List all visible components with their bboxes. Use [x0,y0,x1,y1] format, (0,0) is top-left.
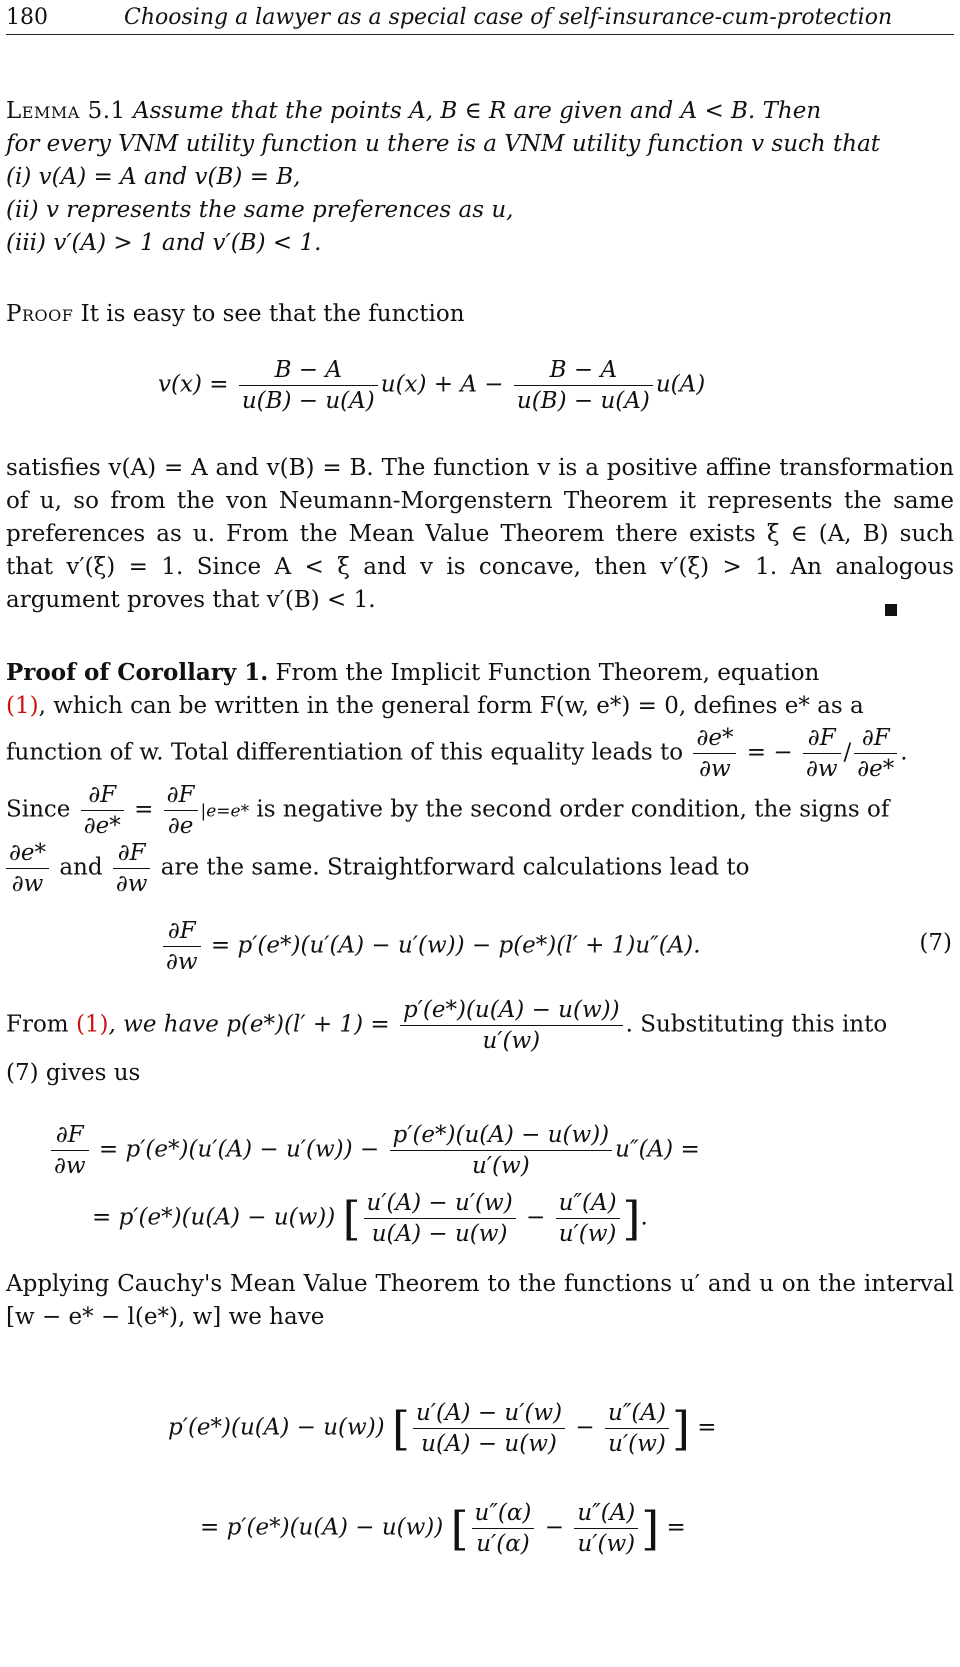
substituting-text: . Substituting this into [625,1011,888,1038]
frac-den: ∂w [166,949,198,975]
same-text: are the same. Straightforward calculations lead to [160,854,750,881]
frac-num: ∂F [163,916,201,947]
minus: − [575,1414,595,1441]
corollary-label: Proof of Corollary 1. [6,659,269,686]
frac-num: u′(A) − u′(w) [413,1398,565,1429]
eq-v-lhs: v(x) = [158,371,229,398]
frac-den: ∂e* [83,813,121,839]
dF-de-star-frac [81,780,124,841]
frac-num: u″(A) [556,1188,620,1219]
eq7-rhs: = p′(e*)(u′(A) − u′(w)) − p(e*)(l′ + 1)u″(A). [210,932,701,959]
minus: − [525,1204,546,1231]
page-number: 180 [6,5,48,30]
frac-num: ∂F [803,723,841,754]
frac-den: u(A) − u(w) [371,1221,508,1247]
frac-den: ∂e* [857,756,895,782]
running-title: Choosing a lawyer as a special case of self-insurance-cum-protection [124,5,893,30]
qed-square-icon [885,604,897,616]
l3-left: p′(e*)(u(A) − u(w)) [168,1414,385,1441]
frac-num: ∂e* [693,723,736,754]
derivation-line-4 [200,1498,686,1559]
equals: = [134,796,154,823]
derivation-line-3 [168,1398,717,1459]
frac-den: ∂w [805,756,838,782]
frac-den: u′(w) [558,1221,617,1247]
de-dw-frac [693,723,736,784]
proof-label: Proof [6,301,74,327]
frac-num: ∂F [164,780,198,811]
lemma-label: Lemma 5.1 [6,98,126,124]
lemma-item-1: (i) v(A) = A and v(B) = B, [6,164,301,190]
lemma-item-2: (ii) v represents the same preferences as u, [6,197,514,223]
proof-body: satisfies v(A) = A and v(B) = B. The function v is a positive affine transformation of u, so from the von Neumann-Morgenstern Theorem it represents the same preferences as u. From the Mean Value Theorem there exists ξ ∈ (A, B) such that v′(ξ) = 1. Since A < ξ and v is concave, then v′(ξ) > 1. An analogous argument proves that v′(B) < 1. [6,455,954,613]
frac-den: u(B) − u(A) [516,388,650,414]
frac-den: u(A) − u(w) [421,1431,557,1457]
equation-7 [160,916,701,977]
lemma-line-2: for every VNM utility function u there is a VNM utility function v such that [6,131,881,157]
frac-num: u″(A) [574,1498,638,1529]
eq-v-frac-1 [239,355,378,416]
l2-end: . [640,1204,648,1231]
left-bracket-icon: [ [450,1501,469,1556]
frac-num: ∂F [81,780,124,811]
l1-left: = p′(e*)(u′(A) − u′(w)) − [98,1136,380,1163]
equation-ref-1[interactable]: (1) [6,693,39,719]
lemma-block [6,95,954,260]
frac-den: u′(w) [472,1153,530,1179]
l2-left: = p′(e*)(u(A) − u(w)) [92,1204,336,1231]
frac-num: p′(e*)(u(A) − u(w)) [400,995,623,1026]
corollary-text-1: From the Implicit Function Theorem, equation [275,660,820,686]
frac-den: ∂w [115,871,148,897]
corollary-para-1 [6,656,954,723]
from-line [6,995,887,1056]
right-bracket-icon: ] [641,1501,660,1556]
from-word: From [6,1011,69,1038]
dF-de-frac-2 [164,780,198,841]
frac-den: u′(w) [608,1431,666,1457]
gives-us: (7) gives us [6,1060,141,1086]
lemma-line-1: Assume that the points A, B ∈ R are given and A < B. Then [132,98,822,124]
frac-num: u″(A) [605,1398,669,1429]
equation-v [158,355,705,416]
since-tail: is negative by the second order condition, the signs of [256,796,890,823]
frac-den: ∂e [167,813,194,839]
derivative-line [6,723,908,784]
since-line [6,780,889,841]
frac-num: ∂F [113,838,151,869]
corollary-text-2: , which can be written in the general form F(w, e*) = 0, defines e* as a [38,693,864,719]
frac-num: B − A [239,355,378,386]
cauchy-paragraph: Applying Cauchy's Mean Value Theorem to the functions u′ and u on the interval [w − e* − l(e*), w] we have [6,1271,954,1330]
dF-dw-frac [803,723,841,784]
frac-num: u″(α) [472,1498,535,1529]
equation-number-7: (7) [919,930,952,956]
l4-end: = [666,1514,686,1541]
minus: − [544,1514,564,1541]
proof-intro-text: It is easy to see that the function [80,301,465,327]
l3-frac-1 [413,1398,565,1459]
frac-den: u′(w) [482,1028,541,1054]
l1-frac [390,1120,613,1181]
frac-den: ∂w [54,1153,86,1179]
l4-frac-2 [574,1498,638,1559]
dF-dw-frac-2 [113,838,151,899]
period: . [900,739,908,766]
frac-num: p′(e*)(u(A) − u(w)) [390,1120,613,1151]
derivation-line-2 [92,1188,648,1249]
right-bracket-icon: ] [671,1401,690,1456]
proof-intro [6,298,954,331]
frac-num: B − A [514,355,653,386]
eq-v-tail: u(A) [655,371,706,398]
frac-num: ∂F [854,723,897,754]
frac-den: ∂w [699,756,731,782]
eq-v-frac-2 [514,355,653,416]
frac-den: u′(w) [577,1531,636,1557]
eq-minus: = − [746,739,793,766]
slash: / [843,739,852,766]
frac-num: u′(A) − u′(w) [364,1188,516,1219]
frac-num: ∂F [51,1120,89,1151]
equation-ref-2[interactable]: (1) [75,1011,109,1038]
derivation-line-1 [48,1120,700,1181]
l1-right: u″(A) = [615,1136,700,1163]
l1-frac-dF-dw [51,1120,89,1181]
total-diff-text: function of w. Total differentiation of this equality leads to [6,739,684,766]
de-dw-frac-2 [6,838,49,899]
frac-num: ∂e* [6,838,49,869]
dF-de-frac [854,723,897,784]
from-tail: , we have p(e*)(l′ + 1) = [108,1011,390,1038]
l2-frac-1 [364,1188,516,1249]
l3-end: = [697,1414,717,1441]
lemma-item-3: (iii) v′(A) > 1 and v′(B) < 1. [6,230,322,256]
and-word: and [59,854,103,881]
left-bracket-icon: [ [342,1191,361,1246]
l4-frac-1 [472,1498,535,1559]
evaluation-bar: |e=e* [200,801,250,822]
eq7-frac [163,916,201,977]
left-bracket-icon: [ [391,1401,410,1456]
l2-frac-2 [556,1188,620,1249]
l3-frac-2 [605,1398,669,1459]
frac-den: u′(α) [476,1531,530,1557]
right-bracket-icon: ] [622,1191,641,1246]
running-header [6,4,954,35]
frac-den: u(B) − u(A) [241,388,375,414]
substitution-frac [400,995,623,1056]
l4-left: = p′(e*)(u(A) − u(w)) [200,1514,444,1541]
same-line [6,838,749,899]
since-word: Since [6,796,71,823]
frac-den: ∂w [11,871,44,897]
eq-v-mid: u(x) + A − [380,371,504,398]
